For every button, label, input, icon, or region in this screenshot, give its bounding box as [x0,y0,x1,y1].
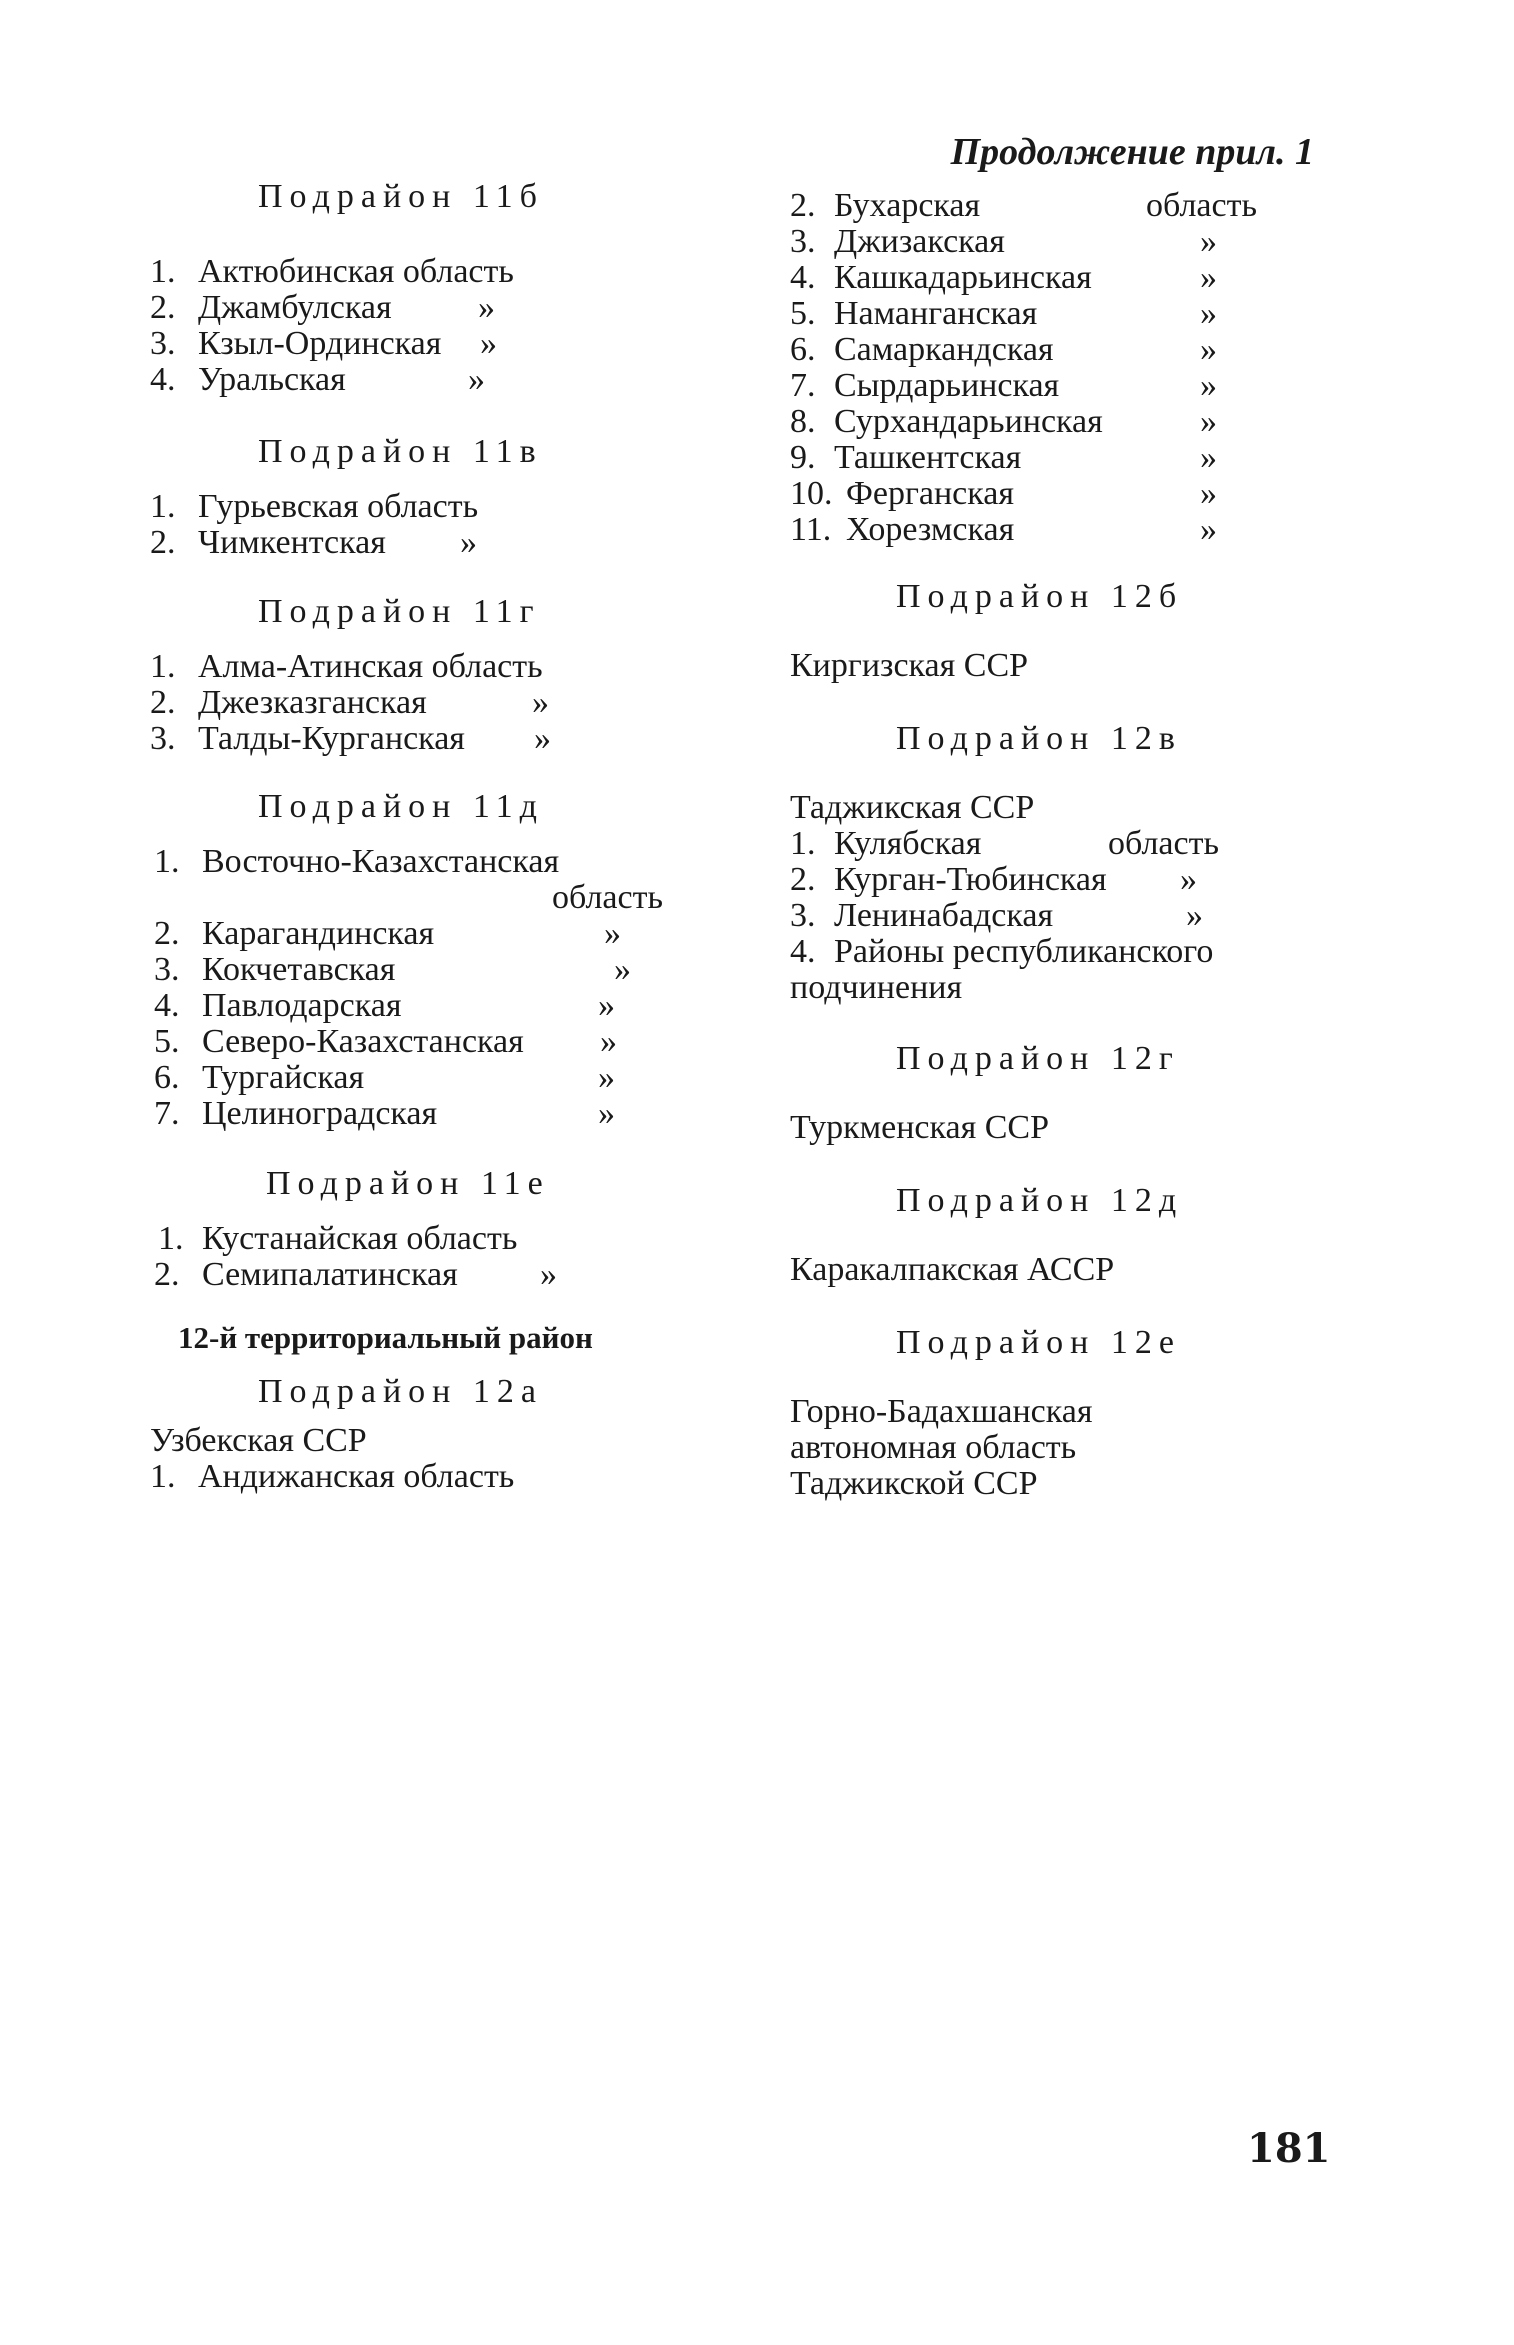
republic-name: Туркменская ССР [790,1109,1049,1146]
subregion-heading: Подрайон 12е [896,1324,1181,1361]
region-name-line: автономная область [790,1429,1077,1466]
subregion-heading: Подрайон 11б [258,178,544,215]
region-heading: 12-й территориальный район [178,1320,593,1355]
republic-name: Узбекская ССР [150,1422,367,1459]
subregion-heading: Подрайон 12д [896,1182,1184,1219]
subregion-heading: Подрайон 11д [258,788,544,825]
subregion-heading: Подрайон 12б [896,578,1184,615]
subregion-heading: Подрайон 11г [258,593,541,630]
subregion-heading: Подрайон 11в [258,433,543,470]
subregion-heading: Подрайон 12г [896,1040,1180,1077]
republic-name: Каракалпакская АССР [790,1251,1115,1288]
page-number: 181 [1247,2125,1331,2172]
region-name-line: Таджикской ССР [790,1465,1038,1502]
book-page: Продолжение прил. 1 Подрайон 11б 1. Актюбинская область 2. Джамбулская » 3. Кзыл-Ординская » 4. Уральская » Подрайон 11в 1. Гурьевская область 2. Чимкентская » Подрайон 11г 1. Алма-Атинская область 2. Джезказганская » 3. Талды-Курганская » Подрайон 11д 1. Восточно-Казахстанская область 2. Карагандинская » 3. Кокчетавская » 4. Павлодарская » 5. Северо-Казахстанская » 6. Тургайская » 7. Целиноградская » Подрайон 11е 1. Кустанайская область 2. Семипалатинская » 12-й территориальный район Подрайон 12а Узбекская ССР 1. Андижанская область 2. Бухарская область 3. Джизакская » 4. Кашкадарьинская » 5. Наманганская » 6. Самаркандская » 7. Сырдарьинская » 8. Сурхандарьинская » 9. Ташкентская » 10. Ферганская » 11. Хорезмская » Подрайон 12б Киргизская ССР Подрайон 12в Таджикская ССР 1. Кулябская область 2. Курган-Тюбинская » 3. Ленинабадская » 4. Районы республиканского подчинения Подрайон 12г Туркменская ССР Подрайон 12д Каракалпакская АССР Подрайон 12е Горно-Бадахшанская автономная область Таджикской ССР 181 [150,131,1331,2172]
republic-name: Киргизская ССР [790,647,1029,684]
subregion-heading: Подрайон 12в [896,720,1182,757]
subregion-heading: Подрайон 12а [258,1373,543,1410]
continuation-header: Продолжение прил. 1 [950,131,1314,173]
republic-name: Таджикская ССР [790,789,1035,826]
subregion-heading: Подрайон 11е [266,1165,550,1202]
region-name-line: Горно-Бадахшанская [790,1393,1093,1430]
